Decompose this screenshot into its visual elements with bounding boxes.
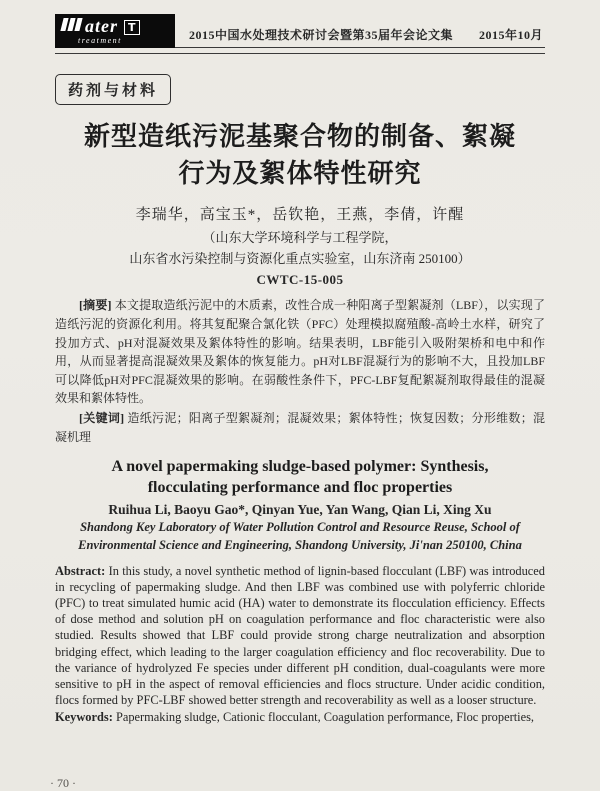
proceedings-title: 2015中国水处理技术研讨会暨第35届年会论文集 <box>189 28 454 42</box>
chinese-keywords-text: 造纸污泥；阳离子型絮凝剂；混凝效果；絮体特性；恢复因数；分形维数；混凝机理 <box>55 410 545 444</box>
english-abstract-label: Abstract: <box>55 563 106 578</box>
chinese-authors: 李瑞华，高宝玉*，岳钦艳，王燕，李倩，许醒 <box>135 206 465 223</box>
english-affiliation-line2: Environmental Science and Engineering, Shandong University, Ji'nan 250100, China <box>78 538 522 553</box>
english-keywords-text: Papermaking sludge, Cationic flocculant, Coagulation performance, Floc properties, <box>115 710 535 724</box>
english-affiliation <box>55 519 545 555</box>
journal-logo <box>55 14 175 48</box>
chinese-affiliation <box>55 228 545 270</box>
logo-w-icon <box>62 18 83 35</box>
chinese-keywords-label: [关键词] <box>79 410 125 425</box>
chinese-title-line2: 行为及絮体特性研究 <box>178 158 422 188</box>
logo-word: ater <box>85 16 118 36</box>
english-title-line1: A novel papermaking sludge-based polymer: Synthesis, <box>111 458 489 476</box>
english-title-line2: flocculating performance and floc properties <box>147 479 453 497</box>
paper-code: CWTC-15-005 <box>256 272 344 288</box>
english-affiliation-line1: Shandong Key Laboratory of Water Pollution Control and Resource Reuse, School of <box>80 520 520 535</box>
section-label: 药剂与材料 <box>55 74 171 105</box>
english-abstract-text: In this study, a novel synthetic method of lignin-based flocculant (LBF) was introduced in recycling of papermaking sludge. And then LBF was combined use with polyferric chloride (PFC) to treat simulated humic acid (HA) water to demonstrate its flocculation efficiency. Effects of dose method and solution pH on coagulation performance and floc characteristic were also studied. Results showed that LBF could provide strong charge neutralization and absorption bridging effect, which leading to the larger coagulation efficiency and floc recoverability. Due to the variance of hydrolyzed Fe species under different pH condition, dual-coagulants were more sensitive to pH in the aspect of removal efficiencies and flocs structure. Under acidic condition, flocs formed by PFC-LBF showed better strength and recoverability as well as a looser structure. <box>55 563 545 707</box>
english-authors: Ruihua Li, Baoyu Gao*, Qinyan Yue, Yan Wang, Qian Li, Xing Xu <box>108 502 492 518</box>
chinese-affiliation-line2: 山东省水污染控制与资源化重点实验室，山东济南 250100） <box>129 250 471 266</box>
chinese-abstract-label: [摘要] <box>79 298 112 313</box>
chinese-abstract-text: 本文提取造纸污泥中的木质素，改性合成一种阳离子型絮凝剂（LBF），以实现了造纸污泥的资源化利用。将其复配聚合氯化铁（PFC）处理模拟腐殖酸-高岭土水样，研究了投加方式、pH对混凝效果及絮体特性的影响。结果表明，LBF能引入吸附架桥和电中和作用，从而显著提高混凝效果及絮体的恢复能力。pH对LBF混凝行为的影响不大，且投加LBF可以降低pH对PFC混凝效果的影响。在弱酸性条件下，PFC-LBF复配絮凝剂取得最佳的混凝效果和絮体特性。 <box>55 298 545 406</box>
issue-date: 2015年10月 <box>478 28 543 42</box>
logo-t-icon: T <box>124 20 140 35</box>
article-content <box>0 54 600 725</box>
chinese-title <box>55 119 545 193</box>
page-number: · 70 · <box>50 776 76 790</box>
chinese-abstract <box>55 296 545 408</box>
logo-subtitle: treatment <box>78 36 122 45</box>
chinese-keywords <box>55 409 545 446</box>
english-title <box>55 456 545 498</box>
chinese-title-line1: 新型造纸污泥基聚合物的制备、絮凝 <box>83 122 516 151</box>
header-text-row <box>175 26 545 48</box>
english-keywords <box>55 709 545 725</box>
header-right <box>175 26 545 48</box>
chinese-affiliation-line1: （山东大学环境科学与工程学院， <box>202 229 398 245</box>
journal-logo-main <box>62 17 168 35</box>
journal-header <box>0 0 600 48</box>
english-keywords-label: Keywords: <box>55 710 113 724</box>
english-abstract <box>55 563 545 708</box>
